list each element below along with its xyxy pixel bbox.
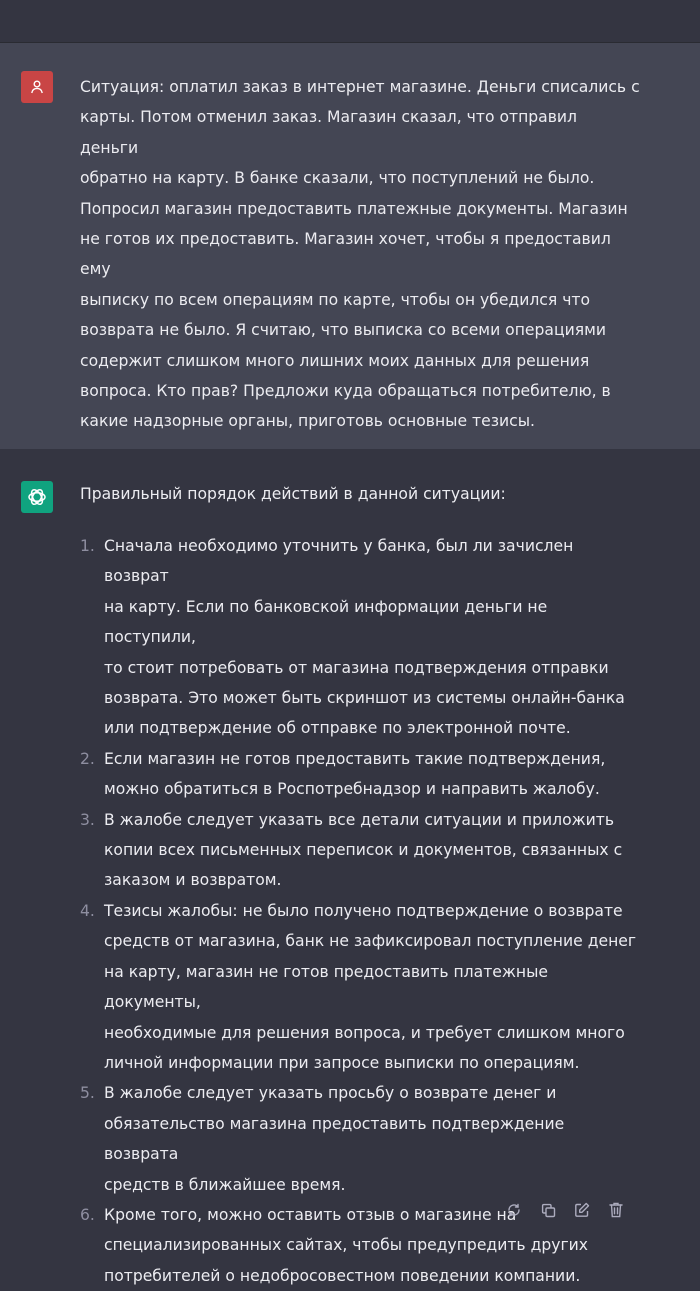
user-icon — [29, 79, 45, 95]
item-text: В жалобе следует указать просьбу о возврате денег и обязательство магазина предоставить подтверждение возврата средств в ближайшее время. — [104, 1084, 565, 1194]
list-item — [80, 531, 640, 744]
item-text: В жалобе следует указать все детали ситуации и приложить копии всех письменных переписок и документов, связанных с заказом и возвратом. — [104, 810, 623, 890]
list-item — [80, 805, 640, 896]
assistant-message — [0, 449, 700, 1285]
item-text: Если магазин не готов предоставить такие подтверждения, можно обратиться в Роспотребнадзор и направить жалобу. — [104, 749, 606, 799]
item-text: Сначала необходимо уточнить у банка, был ли зачислен возврат на карту. Если по банковской информации деньги не поступили, то стоит потребовать от магазина подтверждения отправки возврата. Это может быть скриншот из системы онлайн-банка или подтверждение об отправке по электронной почте. — [104, 537, 625, 738]
item-number: 5. — [80, 1084, 95, 1103]
assistant-avatar — [21, 481, 53, 513]
user-message-text: Ситуация: оплатил заказ в интернет магазине. Деньги списались с карты. Потом отменил заказ. Магазин сказал, что отправил деньги обратно на карту. В банке сказали, что поступлений не было. Попросил магазин предоставить платежные документы. Магазин не готов их предоставить. Магазин хочет, чтобы я предоставил ему выписку по всем операциям по карте, чтобы он убедился что возврата не было. Я считаю, что выписка со всеми операциями содержит слишком много лишних моих данных для решения вопроса. Кто прав? Предложи куда обращаться потребителю, в какие надзорные органы, приготовь основные тезисы. — [80, 78, 640, 431]
top-bar — [0, 0, 700, 43]
item-number: 2. — [80, 749, 95, 768]
item-number: 3. — [80, 810, 95, 829]
edit-button[interactable] — [572, 1200, 592, 1220]
item-number: 4. — [80, 901, 95, 920]
message-actions — [504, 1200, 626, 1220]
answer-list — [80, 531, 640, 1291]
answer-intro: Правильный порядок действий в данной ситуации: — [80, 485, 506, 503]
list-item — [80, 744, 640, 805]
item-number: 1. — [80, 537, 95, 555]
user-message — [0, 43, 700, 449]
user-avatar — [21, 71, 53, 103]
regenerate-button[interactable] — [504, 1200, 524, 1220]
item-text: Кроме того, можно оставить отзыв о магазине на специализированных сайтах, чтобы предупредить других потребителей о недобросовестном поведении компании. — [104, 1205, 589, 1285]
regenerate-icon — [506, 1202, 522, 1218]
item-text: Тезисы жалобы: не было получено подтверждение о возврате средств от магазина, банк не зафиксировал поступление денег на карту, магазин не готов предоставить платежные документы, необходимые для решения вопроса, и требует слишком много личной информации при запросе выписки по операциям. — [104, 901, 637, 1072]
edit-icon — [573, 1201, 591, 1219]
item-number: 6. — [80, 1205, 95, 1224]
openai-logo-icon — [26, 486, 48, 508]
list-item — [80, 1078, 640, 1200]
delete-button[interactable] — [606, 1200, 626, 1220]
copy-button[interactable] — [538, 1200, 558, 1220]
copy-icon — [540, 1202, 557, 1219]
delete-icon — [608, 1201, 624, 1219]
list-item — [80, 896, 640, 1078]
